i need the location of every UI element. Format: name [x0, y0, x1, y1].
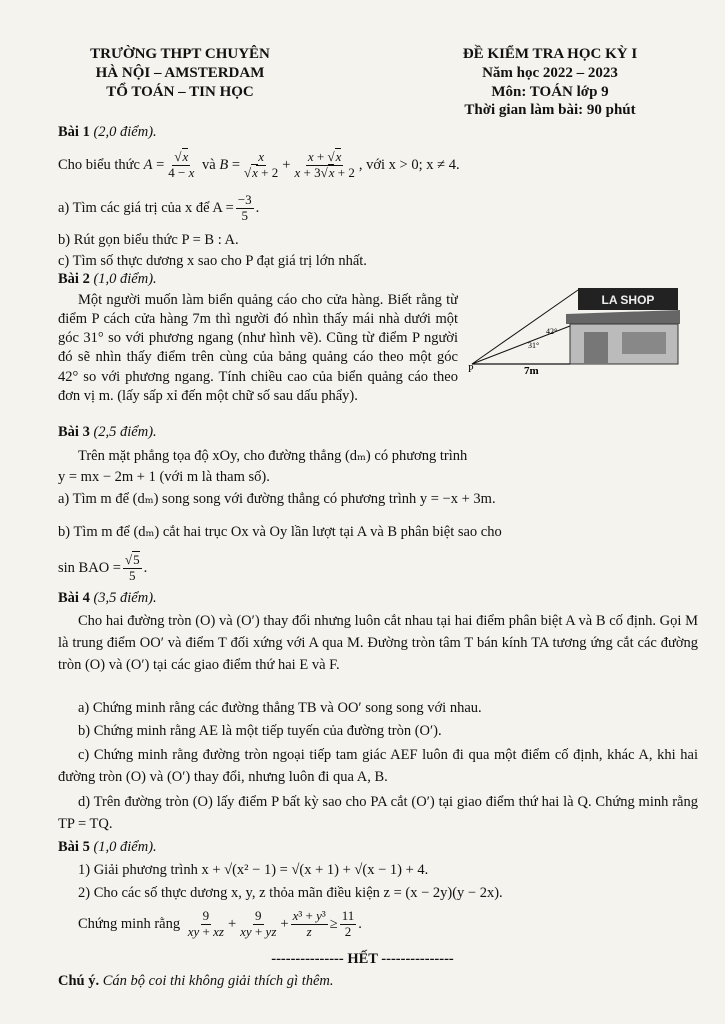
bai4-d: d) Trên đường tròn (O) lấy điểm P bất kỳ sao cho PA cắt (O′) tại giao điểm thứ hai là Q. Chứng minh rằng TP = TQ.: [58, 794, 698, 832]
department: TỔ TOÁN – TIN HỌC: [106, 83, 254, 100]
bai3-title: Bài 3 (2,5 điểm).: [58, 424, 157, 440]
exam-header: [400, 45, 700, 120]
exam-title: ĐỀ KIỂM TRA HỌC KỲ I: [462, 46, 638, 62]
bai4-a: a) Chứng minh rằng các đường thẳng TB và OO′ song song với nhau.: [78, 700, 482, 716]
bai5-title: Bài 5 (1,0 điểm).: [58, 839, 157, 855]
bai1-title: Bài 1 (2,0 điểm).: [58, 124, 157, 140]
bai1-a: a) Tìm các giá trị của x để A = $\frac{-3}{5}$ .: [58, 192, 260, 223]
school-name-1: TRƯỜNG THPT CHUYÊN: [90, 46, 270, 62]
bai1-b: b) Rút gọn biểu thức P = B : A.: [58, 232, 239, 248]
bai4-intro: Cho hai đường tròn (O) và (O′) thay đổi nhưng luôn cắt nhau tại hai điểm phân biệt A và B cố định. Gọi M là trung điểm OO′ và điểm T đối xứng với A qua M. Đường tròn tâm T bán kính TA tương ứng cắt các đường tròn (O) và (O′) tại các giao điểm thứ hai E và F.: [58, 613, 698, 673]
bai4-title: Bài 4 (3,5 điểm).: [58, 590, 157, 606]
school-year: Năm học 2022 – 2023: [482, 64, 618, 81]
bai3-b: b) Tìm m để (dₘ) cắt hai trục Ox và Oy lần lượt tại A và B phân biệt sao cho: [58, 524, 502, 540]
shop-door: [584, 332, 608, 364]
bai5-q1: 1) Giải phương trình x + √(x² − 1) = √(x + 1) + √(x − 1) + 4.: [78, 862, 429, 878]
school-name-2: HÀ NỘI – AMSTERDAM: [95, 64, 265, 81]
bai3-a: a) Tìm m để (dₘ) song song với đường thẳng có phương trình y = −x + 3m.: [58, 491, 496, 507]
point-p-label: P: [468, 364, 474, 374]
shop-figure: [466, 286, 691, 374]
bai3-sin: sin BAO = $\frac{√5}{5}$ .: [58, 552, 148, 583]
shop-sign-text: LA SHOP: [601, 293, 655, 307]
subject: Môn: TOÁN lớp 9: [491, 83, 609, 100]
bai5-inequality: Chứng minh rằng $\frac{9}{xy + xz}$ + $\frac{9}{xy + yz}$ + $\frac{\text{x³ + y³}}{z}$ ≥ $\frac{11}{2}$ .: [78, 908, 362, 939]
school-header: [40, 45, 320, 101]
bai2-title: Bài 2 (1,0 điểm).: [58, 271, 157, 287]
bai1-c: c) Tìm số thực dương x sao cho P đạt giá trị lớn nhất.: [58, 253, 367, 269]
shop-roof: [566, 310, 680, 324]
bai1-expressions: Cho biểu thức A = $\frac{√x}{4 - x}$ và B = $\frac{x}{√x + 2}$ + $\frac{x + √x}{x + 3√x + 2}$ , với x > 0; x ≠ 4.: [58, 149, 460, 180]
bai3-line1: Trên mặt phẳng tọa độ xOy, cho đường thẳng (dₘ) có phương trình: [78, 448, 468, 464]
distance-label: 7m: [524, 365, 539, 374]
bai5-q2: 2) Cho các số thực dương x, y, z thỏa mãn điều kiện z = (x − 2y)(y − 2x).: [78, 885, 503, 901]
angle-31-label: 31°: [528, 341, 540, 350]
angle-42-label: 42°: [546, 327, 558, 336]
time-limit: Thời gian làm bài: 90 phút: [464, 102, 636, 119]
bai4-b: b) Chứng minh rằng AE là một tiếp tuyến của đường tròn (O′).: [78, 723, 442, 739]
end-marker: --------------- HẾT ---------------: [271, 951, 454, 967]
bai3-line2: y = mx − 2m + 1 (với m là tham số).: [58, 469, 270, 485]
bai4-c: c) Chứng minh rằng đường tròn ngoại tiếp tam giác AEF luôn đi qua một điểm cố định, khác A, khi hai đường tròn (O) và (O′) thay đổi, nhưng luôn đi qua A, B.: [58, 747, 698, 785]
sight-line-sign: [472, 290, 578, 364]
footer-note: Chú ý. Cán bộ coi thi không giải thích gì thêm.: [58, 973, 334, 989]
bai2-text: Một người muốn làm biển quảng cáo cho cửa hàng. Biết rằng từ điểm P cách cửa hàng 7m thì người đó nhìn thấy mái nhà dưới một góc 31° so với phương ngang (như hình vẽ). Cũng từ điểm P người đó sẽ nhìn thấy điểm trên cùng của bảng quảng cáo theo một góc 42° so với phương ngang. Tính chiều cao của biển quảng cáo theo đơn vị m. (lấy sấp xỉ đến một chữ số sau dấu phẩy).: [58, 292, 458, 404]
shop-window: [622, 332, 666, 354]
